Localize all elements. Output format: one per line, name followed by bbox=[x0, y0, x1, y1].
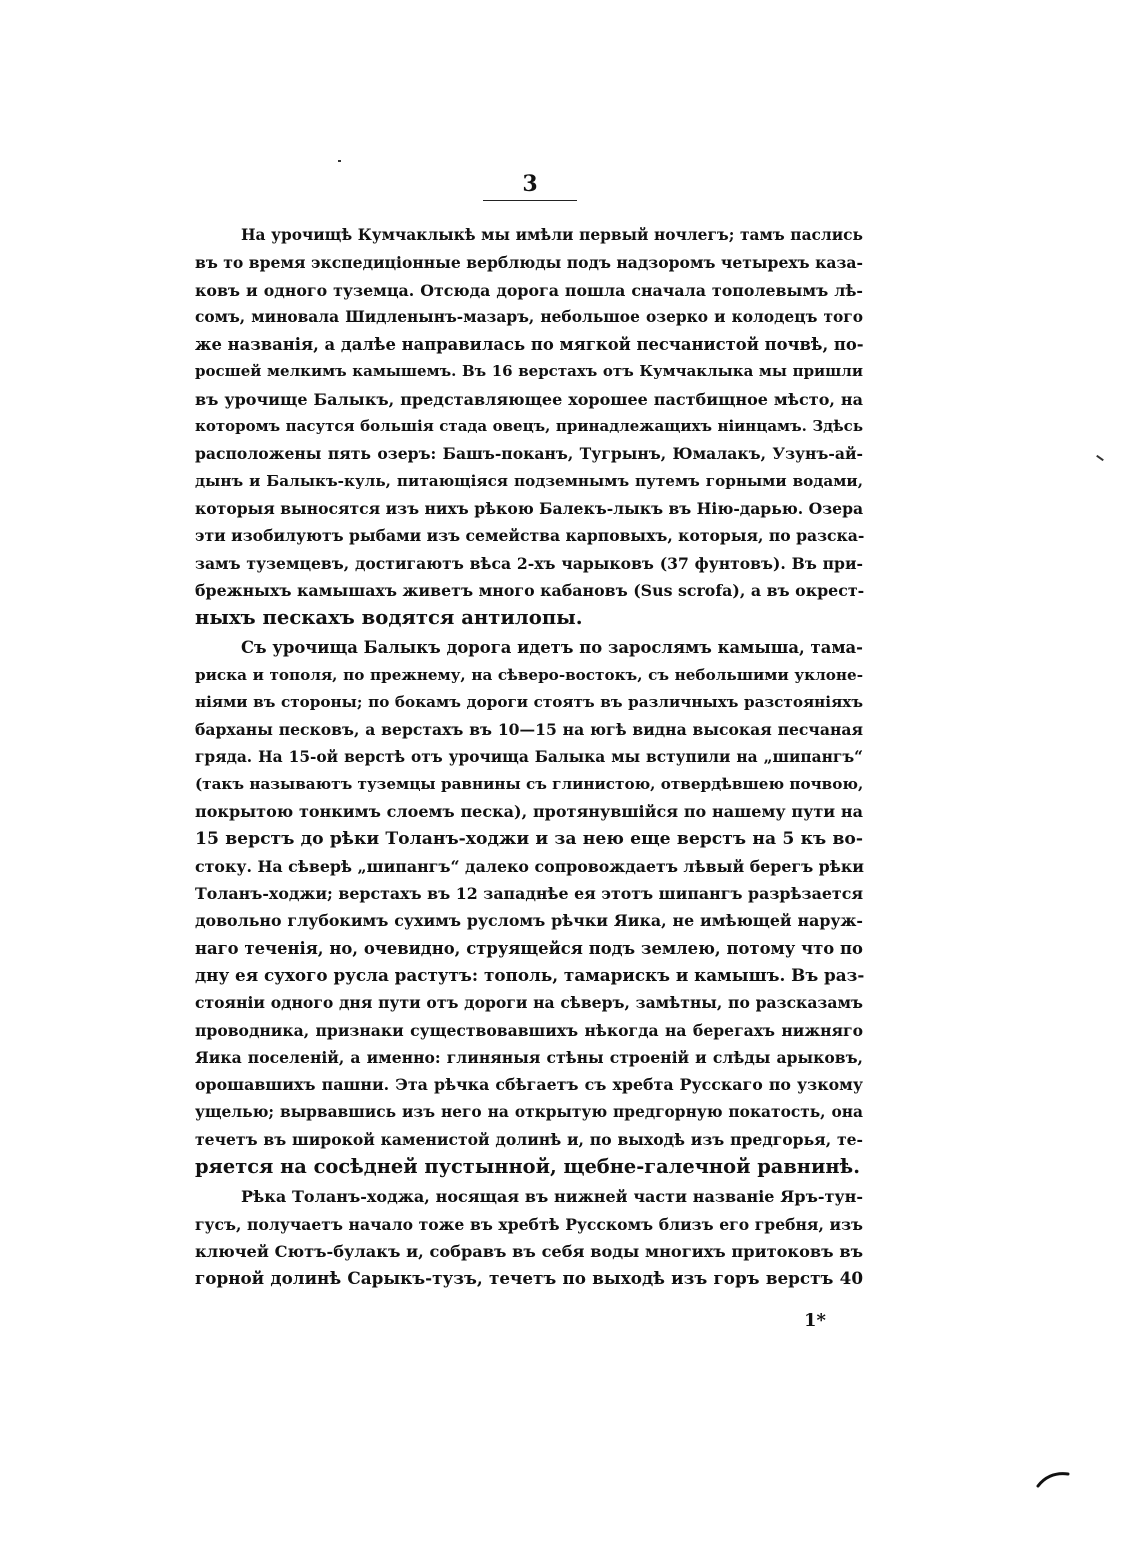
text-line: эти изобилуютъ рыбами изъ семейства карповыхъ, которыя, по разска- bbox=[195, 526, 865, 546]
text-line: течетъ въ широкой каменистой долинѣ и, по выходѣ изъ предгорья, те- bbox=[195, 1129, 863, 1149]
text-line: дынъ и Балыкъ-куль, питающіяся подземнымъ путемъ горными водами, bbox=[195, 471, 863, 490]
text-line: же названія, а далѣе направилась по мягкой песчанистой почвѣ, по- bbox=[195, 335, 864, 355]
text-line: горной долинѣ Сарыкъ-тузъ, течетъ по выходѣ изъ горъ верстъ 40 bbox=[195, 1268, 863, 1289]
text-line: въ то время экспедиціонные верблюды подъ надзоромъ четырехъ каза- bbox=[195, 253, 863, 273]
scan-speck bbox=[1096, 455, 1104, 461]
text-line: гусъ, получаетъ начало тоже въ хребтѣ Русскомъ близъ его гребня, изъ bbox=[195, 1214, 863, 1234]
text-line: покрытою тонкимъ слоемъ песка), протянувшійся по нашему пути на bbox=[195, 802, 863, 822]
text-line: которыя выносятся изъ нихъ рѣкою Балекъ-лыкъ въ Нію-дарью. Озера bbox=[195, 498, 864, 518]
body-text bbox=[195, 222, 863, 1293]
text-line: стоку. На сѣверѣ „шипангъ“ далеко сопровождаетъ лѣвый берегъ рѣки bbox=[195, 856, 864, 876]
text-line: проводника, признаки существовавшихъ нѣкогда на берегахъ нижняго bbox=[195, 1020, 863, 1040]
page-number-rule bbox=[483, 200, 577, 201]
text-line: Рѣка Толанъ-ходжа, носящая въ нижней части названіе Яръ-тун- bbox=[241, 1187, 863, 1207]
text-line: ніями въ стороны; по бокамъ дороги стоятъ въ различныхъ разстояніяхъ bbox=[195, 693, 863, 712]
text-line: стояніи одного дня пути отъ дороги на сѣверъ, замѣтны, по разсказамъ bbox=[195, 993, 863, 1013]
scan-speck bbox=[338, 160, 341, 162]
text-line: гряда. На 15-ой верстѣ отъ урочища Балыка мы вступили на „шипангъ“ bbox=[195, 747, 863, 766]
text-line: ковъ и одного туземца. Отсюда дорога пошла сначала тополевымъ лѣ- bbox=[195, 280, 863, 300]
text-line: орошавшихъ пашни. Эта рѣчка сбѣгаетъ съ хребта Русскаго по узкому bbox=[195, 1075, 863, 1095]
text-line: 15 верстъ до рѣки Толанъ-ходжи и за нею еще верстъ на 5 къ во- bbox=[195, 828, 863, 849]
text-line: довольно глубокимъ сухимъ русломъ рѣчки Яика, не имѣющей наруж- bbox=[195, 911, 863, 931]
signature-mark: 1* bbox=[804, 1310, 826, 1331]
text-line: Яика поселеній, а именно: глиняныя стѣны строеній и слѣды арыковъ, bbox=[195, 1047, 863, 1067]
text-line: Съ урочища Балыкъ дорога идетъ по зарослямъ камыша, тама- bbox=[241, 638, 863, 658]
text-line: которомъ пасутся большія стада овецъ, принадлежащихъ ніинцамъ. Здѣсь bbox=[195, 417, 863, 436]
scan-mark bbox=[1036, 1468, 1070, 1488]
text-line: наго теченія, но, очевидно, струящейся подъ землею, потому что по bbox=[195, 938, 863, 958]
page-number: 3 bbox=[522, 171, 538, 197]
text-line: росшей мелкимъ камышемъ. Въ 16 верстахъ отъ Кумчаклыка мы пришли bbox=[195, 362, 863, 381]
text-line: дну ея сухого русла растутъ: тополь, тамарискъ и камышъ. Въ раз- bbox=[195, 965, 865, 986]
text-line: риска и тополя, по прежнему, на сѣверо-востокъ, съ небольшими уклоне- bbox=[195, 665, 863, 684]
text-line: ряется на сосѣдней пустынной, щебне-галечной равнинѣ. bbox=[195, 1155, 860, 1179]
text-line: въ урочище Балыкъ, представляющее хорошее пастбищное мѣсто, на bbox=[195, 389, 863, 409]
text-line: Толанъ-ходжи; верстахъ въ 12 западнѣе ея этотъ шипангъ разрѣзается bbox=[195, 884, 863, 904]
text-line: замъ туземцевъ, достигаютъ вѣса 2-хъ чарыковъ (37 фунтовъ). Въ при- bbox=[195, 553, 863, 573]
text-line: ключей Сютъ-булакъ и, собравъ въ себя воды многихъ притоковъ въ bbox=[195, 1241, 863, 1261]
text-line: брежныхъ камышахъ живетъ много кабановъ (Sus scrofa), а въ окрест- bbox=[195, 580, 865, 600]
text-line: барханы песковъ, а верстахъ въ 10—15 на югѣ видна высокая песчаная bbox=[195, 720, 863, 740]
text-line: На урочищѣ Кумчаклыкѣ мы имѣли первый ночлегъ; тамъ паслись bbox=[241, 226, 863, 244]
text-line: расположены пять озеръ: Башъ-поканъ, Тугрынъ, Юмалакъ, Узунъ-ай- bbox=[195, 444, 863, 464]
text-line: (такъ называютъ туземцы равнины съ глинистою, отвердѣвшею почвою, bbox=[195, 774, 864, 793]
text-line: ущелью; вырвавшись изъ него на открытую предгорную покатость, она bbox=[195, 1102, 863, 1121]
text-line: ныхъ пескахъ водятся антилопы. bbox=[195, 606, 583, 630]
text-line: сомъ, миновала Шидленынъ-мазаръ, небольшое озерко и колодецъ того bbox=[195, 307, 863, 326]
